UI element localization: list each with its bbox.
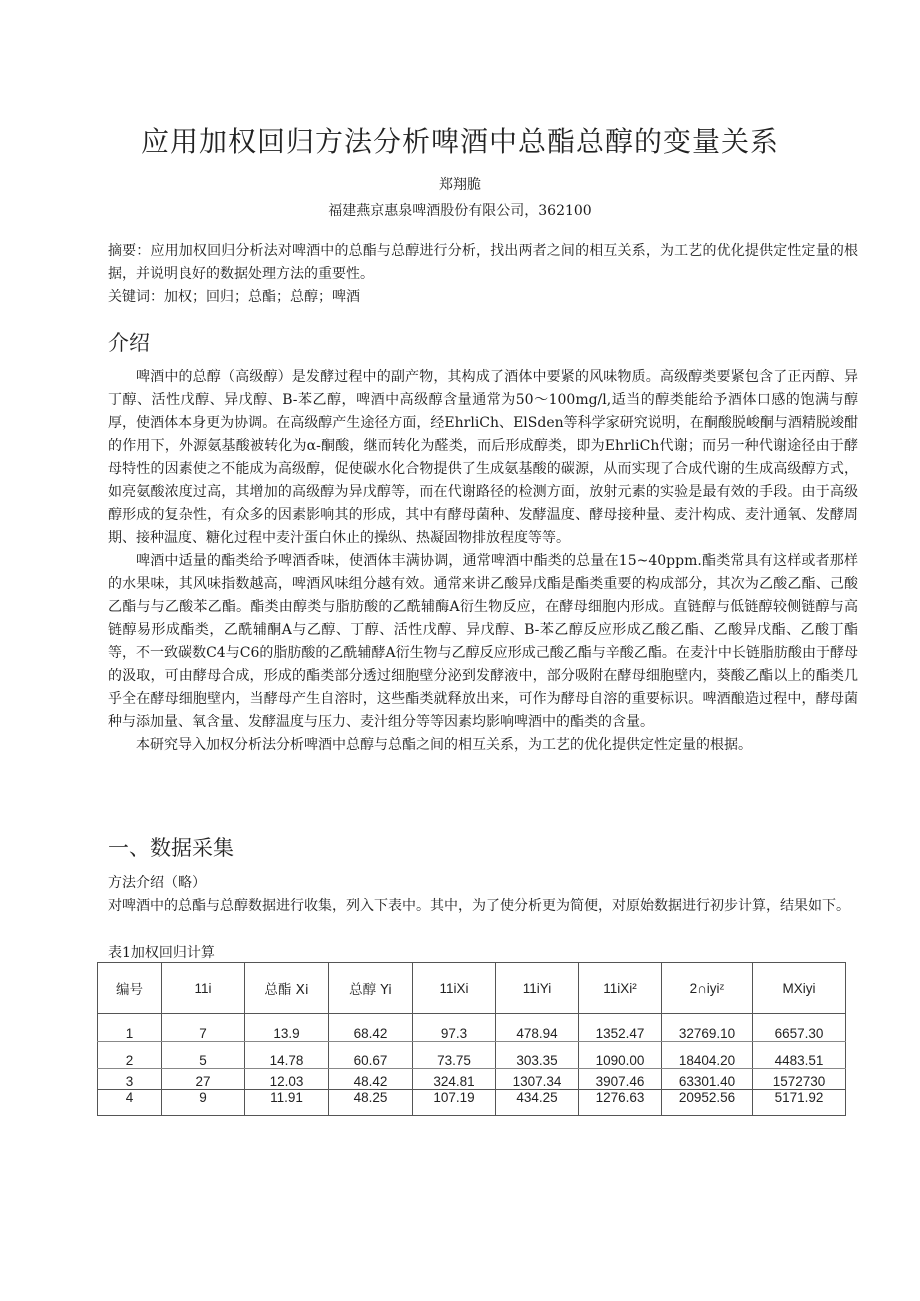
header-cell: 编号 — [98, 963, 162, 1014]
intro-paragraph-2: 啤酒中适量的酯类给予啤酒香味，使酒体丰满协调，通常啤酒中酯类的总量在15~40ppm.酯类常具有这样或者那样的水果味，其风味指数越高，啤酒风味组分越有效。通常来讲乙酸异戊酯是酯类重要的构成部分，其次为乙酸乙酯、己酸乙酯与与乙酸苯乙酯。酯类由醇类与脂肪酸的乙酰辅酶A衍生物反应，在酵母细胞内形成。直链醇与低链醇较侧链醇与高链醇易形成酯类，乙酰辅酮A与乙醇、丁醇、活性戊醇、异戊醇、B-苯乙醇反应形成乙酸乙酯、乙酸异戊酯、乙酸丁酯等，不一致碳数C4与C6的脂肪酸的乙酰辅酵A衍生物与乙醇反应形成己酸乙酯与辛酸乙酯。在麦汁中长链脂肪酸由于酵母的汲取，可由酵母合成，形成的酯类部分透过细胞壁分泌到发酵液中，部分吸附在酵母细胞壁内，葵酸乙酯以上的酯类几乎全在酵母细胞壁内，当酵母产生自溶时，这些酯类就释放出来，可作为酵母自溶的重要标识。啤酒酿造过程中，酵母菌种与添加量、氧含量、发酵温度与压力、麦汁组分等等因素均影响啤酒中的酯类的含量。 — [108, 553, 858, 730]
table-cell: 4 — [98, 1090, 162, 1116]
data-description: 对啤酒中的总酯与总醇数据进行收集，列入下表中。其中，为了使分析更为简便，对原始数据进行初步计算，结果如下。 — [108, 898, 850, 914]
table-cell: 14.78 — [245, 1042, 329, 1069]
paper-title: 应用加权回归方法分析啤酒中总酯总醇的变量关系 — [140, 125, 779, 158]
intro-body — [108, 366, 858, 757]
header-cell: 11i — [162, 963, 245, 1014]
table-cell: 60.67 — [329, 1042, 413, 1069]
table-cell: 3907.46 — [579, 1069, 662, 1090]
section-heading-intro: 介绍 — [108, 331, 150, 355]
table-cell: 107.19 — [413, 1090, 496, 1116]
table-cell: 73.75 — [413, 1042, 496, 1069]
table-cell: 6657.30 — [753, 1014, 846, 1042]
table-cell: 13.9 — [245, 1014, 329, 1042]
table-row — [98, 1090, 846, 1116]
intro-paragraph-3: 本研究导入加权分析法分析啤酒中总醇与总酯之间的相互关系，为工艺的优化提供定性定量的根据。 — [136, 737, 752, 753]
table-cell: 5171.92 — [753, 1090, 846, 1116]
keywords: 关键词：加权；回归；总酯；总醇；啤酒 — [108, 289, 360, 305]
data-collection-body — [108, 872, 858, 918]
table-cell: 2 — [98, 1042, 162, 1069]
header-cell: MXiyi — [753, 963, 846, 1014]
table-cell: 20952.56 — [662, 1090, 753, 1116]
abstract: 摘要：应用加权回归分析法对啤酒中的总酯与总醇进行分析，找出两者之间的相互关系，为工艺的优化提供定性定量的根据，并说明良好的数据处理方法的重要性。 — [108, 243, 858, 282]
header-cell: 总醇 Yi — [329, 963, 413, 1014]
table-row — [98, 1042, 846, 1069]
table-cell: 1 — [98, 1014, 162, 1042]
table-cell: 9 — [162, 1090, 245, 1116]
intro-paragraph-1: 啤酒中的总醇（高级醇）是发酵过程中的副产物，其构成了酒体中要紧的风味物质。高级醇类要紧包含了正丙醇、异丁醇、活性戊醇、异戊醇、B-苯乙醇，啤酒中高级醇含量通常为50～100mg/l,适当的醇类能给予酒体口感的饱满与醇厚，使酒体本身更为协调。在高级醇产生途径方面，经EhrliCh、ElSden等科学家研究说明，在酮酸脱峻酮与酒精脱竣酣的作用下，外源氨基酸被转化为α-酮酸，继而转化为醛类，而后形成醇类，即为EhrliCh代谢；而另一种代谢途径由于酵母特性的因素使之不能成为高级醇，促使碳水化合物提供了生成氨基酸的碳源，从而实现了合成代谢的生成高级醇方式，如亮氨酸浓度过高，其增加的高级醇为异戊醇等，而在代谢路径的检测方面，放射元素的实验是最有效的手段。由于高级醇形成的复杂性，有众多的因素影响其的形成，其中有酵母菌种、发酵温度、酵母接种量、麦汁构成、麦汁通氧、发酵周期、接种温度、糖化过程中麦汁蛋白休止的操纵、热凝固物排放程度等等。 — [108, 369, 858, 546]
table-header-row — [98, 963, 846, 1014]
table-cell: 4483.51 — [753, 1042, 846, 1069]
header-cell: 11iXi — [413, 963, 496, 1014]
table-cell: 63301.40 — [662, 1069, 753, 1090]
header-cell: 11iYi — [496, 963, 579, 1014]
table-cell: 5 — [162, 1042, 245, 1069]
table-cell: 68.42 — [329, 1014, 413, 1042]
table-cell: 48.42 — [329, 1069, 413, 1090]
weighted-regression-table — [97, 962, 846, 1116]
author-name: 郑翔脆 — [439, 177, 481, 193]
table-row — [98, 1069, 846, 1090]
table-row — [98, 1014, 846, 1042]
table-cell: 434.25 — [496, 1090, 579, 1116]
author-affiliation: 福建燕京惠泉啤酒股份有限公司，362100 — [328, 203, 592, 219]
table-cell: 3 — [98, 1069, 162, 1090]
method-intro: 方法介绍（略） — [108, 875, 206, 891]
table-cell: 7 — [162, 1014, 245, 1042]
table-cell: 32769.10 — [662, 1014, 753, 1042]
abstract-block — [108, 240, 858, 309]
table-cell: 324.81 — [413, 1069, 496, 1090]
table-cell: 1276.63 — [579, 1090, 662, 1116]
table-cell: 18404.20 — [662, 1042, 753, 1069]
header-cell: 总酯 Xi — [245, 963, 329, 1014]
header-cell: 2∩iyiᶻ — [662, 963, 753, 1014]
table-cell: 12.03 — [245, 1069, 329, 1090]
table-cell: 1090.00 — [579, 1042, 662, 1069]
table-cell: 27 — [162, 1069, 245, 1090]
table-caption: 表1加权回归计算 — [108, 945, 215, 961]
table-cell: 48.25 — [329, 1090, 413, 1116]
table-cell: 97.3 — [413, 1014, 496, 1042]
table-cell: 1352.47 — [579, 1014, 662, 1042]
section-heading-data-collection: 一、数据采集 — [108, 836, 234, 860]
table-cell: 1572730 — [753, 1069, 846, 1090]
table-cell: 1307.34 — [496, 1069, 579, 1090]
table-cell: 303.35 — [496, 1042, 579, 1069]
table-cell: 11.91 — [245, 1090, 329, 1116]
header-cell: 11iXi² — [579, 963, 662, 1014]
table-cell: 478.94 — [496, 1014, 579, 1042]
